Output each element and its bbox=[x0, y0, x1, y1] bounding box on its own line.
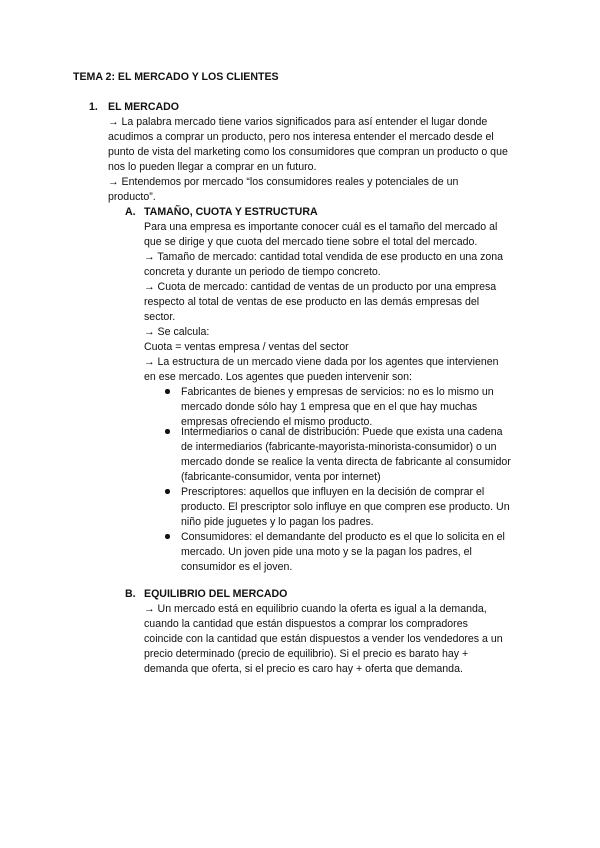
text-line: nos lo pueden llegar a comprar en un futuro. bbox=[108, 161, 317, 173]
text-line: consumidor es el joven. bbox=[181, 561, 293, 573]
text-line: producto”. bbox=[108, 191, 156, 203]
section-1-number: 1. bbox=[89, 101, 98, 113]
section-1-heading: EL MERCADO bbox=[108, 101, 180, 113]
text-line: precio determinado (precio de equilibrio). Si el precio es barato hay + bbox=[144, 648, 469, 660]
text-line: en ese mercado. Los agentes que pueden intervenir son: bbox=[144, 371, 412, 383]
bullet-icon bbox=[165, 489, 170, 494]
text-line: punto de vista del marketing como los consumidores que compran un producto o que bbox=[108, 146, 508, 158]
text-line: Prescriptores: aquellos que influyen en la decisión de comprar el bbox=[181, 486, 485, 498]
text-line: niño pide juguetes y lo pagan los padres. bbox=[181, 516, 374, 528]
text-line: → Un mercado está en equilibrio cuando la oferta es igual a la demanda, bbox=[144, 603, 487, 615]
text-line: Fabricantes de bienes y empresas de servicios: no es lo mismo un bbox=[181, 386, 494, 398]
text-line: → La estructura de un mercado viene dada por los agentes que intervienen bbox=[144, 356, 499, 368]
formula-line: Cuota = ventas empresa / ventas del sector bbox=[144, 341, 349, 353]
text-line: → Se calcula: bbox=[144, 326, 210, 338]
text-line: Consumidores: el demandante del producto es el que lo solicita en el bbox=[181, 531, 505, 543]
text-line: respecto al total de ventas de ese producto en las demás empresas del bbox=[144, 296, 480, 308]
text-line: de intermediarios (fabricante-mayorista-minorista-consumidor) o un bbox=[181, 441, 497, 453]
text-line: empresas ofreciendo el mismo producto. bbox=[181, 416, 373, 428]
text-line: Intermediarios o canal de distribución: Puede que exista una cadena bbox=[181, 426, 503, 438]
text-line: Para una empresa es importante conocer cuál es el tamaño del mercado al bbox=[144, 221, 498, 233]
text-line: → Tamaño de mercado: cantidad total vendida de ese producto en una zona bbox=[144, 251, 504, 263]
subsection-a-heading: TAMAÑO, CUOTA Y ESTRUCTURA bbox=[144, 206, 318, 218]
document-title: TEMA 2: EL MERCADO Y LOS CLIENTES bbox=[73, 71, 279, 83]
text-line: mercado. Un joven pide una moto y se la pagan los padres, el bbox=[181, 546, 472, 558]
text-line: demanda que oferta, si el precio es caro hay + oferta que demanda. bbox=[144, 663, 463, 675]
bullet-icon bbox=[165, 429, 170, 434]
text-line: coincide con la cantidad que están dispuestos a vender los vendedores a un bbox=[144, 633, 503, 645]
text-line: sector. bbox=[144, 311, 176, 323]
text-line: → Entendemos por mercado “los consumidores reales y potenciales de un bbox=[108, 176, 459, 188]
text-line: mercado donde se realice la venta directa de fabricante al consumidor bbox=[181, 456, 511, 468]
text-line: mercado donde sólo hay 1 empresa que en el que hay muchas bbox=[181, 401, 478, 413]
text-line: (fabricante-consumidor, venta por internet) bbox=[181, 471, 381, 483]
bullet-icon bbox=[165, 534, 170, 539]
subsection-b-letter: B. bbox=[125, 588, 136, 600]
text-line: → La palabra mercado tiene varios significados para así entender el lugar donde bbox=[108, 116, 488, 128]
bullet-icon bbox=[165, 389, 170, 394]
text-line: acudimos a comprar un producto, pero nos interesa entender el mercado desde el bbox=[108, 131, 494, 143]
text-line: → Cuota de mercado: cantidad de ventas de un producto por una empresa bbox=[144, 281, 497, 293]
subsection-b-heading: EQUILIBRIO DEL MERCADO bbox=[144, 588, 288, 600]
subsection-a-letter: A. bbox=[125, 206, 136, 218]
text-line: producto. El prescriptor solo influye en que compren ese producto. Un bbox=[181, 501, 510, 513]
text-line: cuando la cantidad que están dispuestos a comprar los compradores bbox=[144, 618, 468, 630]
text-line: concreta y durante un periodo de tiempo concreto. bbox=[144, 266, 381, 278]
text-line: que se dirige y que cuota del mercado tiene sobre el total del mercado. bbox=[144, 236, 478, 248]
